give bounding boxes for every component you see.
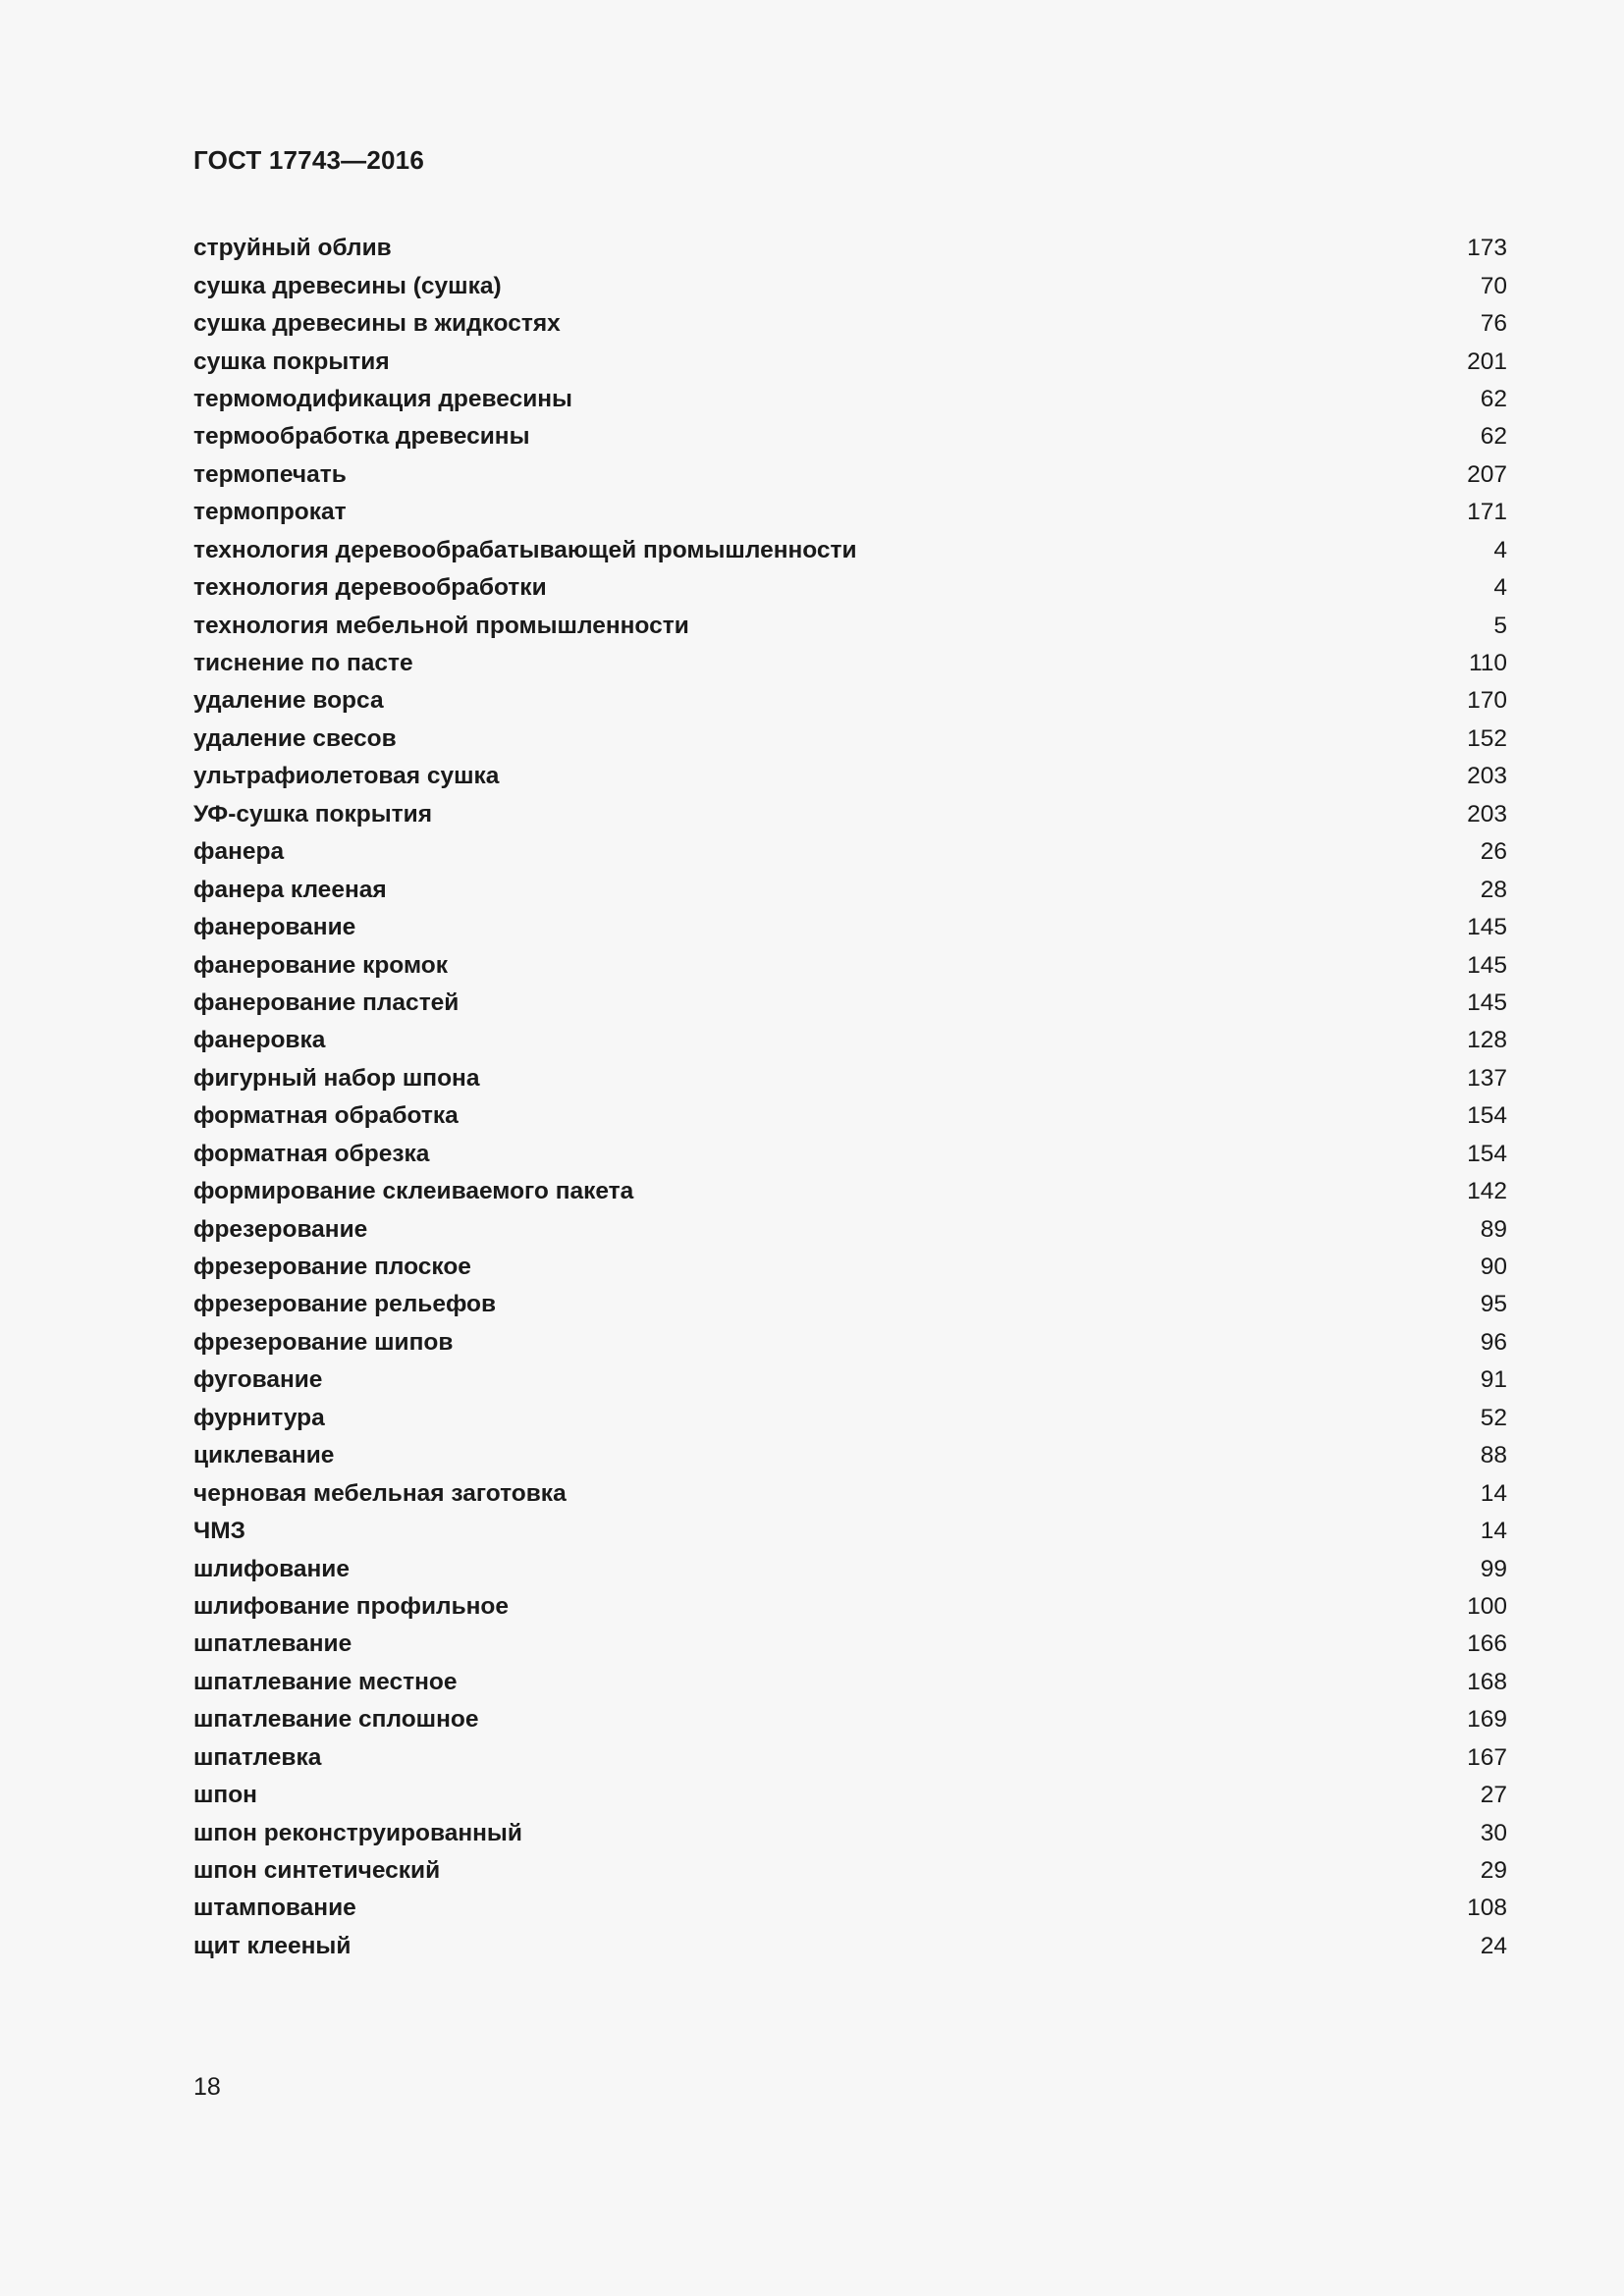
index-entry: [193, 230, 1507, 267]
index-term: термопечать: [193, 460, 347, 488]
index-term: фигурный набор шпона: [193, 1064, 480, 1092]
index-page-ref: 203: [1467, 800, 1507, 828]
index-page-ref: 28: [1480, 876, 1507, 903]
index-entry: [193, 1588, 1507, 1626]
index-term: шпон: [193, 1782, 257, 1809]
index-entry: [193, 1928, 1507, 1965]
index-entry: [193, 1890, 1507, 1927]
index-page-ref: 171: [1467, 499, 1507, 526]
index-page-ref: 154: [1467, 1102, 1507, 1130]
index-entry: [193, 305, 1507, 343]
page-number: 18: [193, 2073, 221, 2101]
index-entry: [193, 833, 1507, 871]
index-term: шпон реконструированный: [193, 1819, 522, 1846]
index-page-ref: 70: [1480, 272, 1507, 299]
index-page-ref: 88: [1480, 1442, 1507, 1469]
index-entry: [193, 1249, 1507, 1286]
index-term: фанерование: [193, 914, 356, 941]
index-term: фанеровка: [193, 1027, 326, 1054]
index-term: шпатлевание: [193, 1630, 352, 1658]
index-page-ref: 90: [1480, 1254, 1507, 1281]
index-entry: [193, 1437, 1507, 1474]
index-term: УФ-сушка покрытия: [193, 800, 433, 828]
index-term: фугование: [193, 1366, 323, 1394]
index-page-ref: 4: [1493, 574, 1507, 602]
index-entry: [193, 1777, 1507, 1814]
index-entry: [193, 1550, 1507, 1587]
index-term: формирование склеиваемого пакета: [193, 1178, 634, 1205]
index-term: тиснение по пасте: [193, 650, 413, 677]
index-term: технология деревообработки: [193, 574, 547, 602]
index-term: фанерование кромок: [193, 951, 448, 979]
index-page-ref: 96: [1480, 1328, 1507, 1356]
index-term: термопрокат: [193, 499, 347, 526]
index-page-ref: 152: [1467, 724, 1507, 752]
index-entry: [193, 871, 1507, 908]
index-page-ref: 166: [1467, 1630, 1507, 1658]
index-term: струйный облив: [193, 235, 392, 262]
index-page-ref: 145: [1467, 988, 1507, 1016]
index-term: штампование: [193, 1895, 356, 1922]
index-page-ref: 108: [1467, 1895, 1507, 1922]
index-page-ref: 14: [1480, 1518, 1507, 1545]
index-entry: [193, 985, 1507, 1022]
index-entry: [193, 1852, 1507, 1890]
index-entry: [193, 1400, 1507, 1437]
index-term: щит клееный: [193, 1932, 352, 1959]
index-entry: [193, 796, 1507, 833]
index-entry: [193, 1210, 1507, 1248]
index-page-ref: 154: [1467, 1140, 1507, 1167]
index-entry: [193, 1362, 1507, 1399]
index-page-ref: 30: [1480, 1819, 1507, 1846]
index-entry: [193, 758, 1507, 795]
index-page-ref: 91: [1480, 1366, 1507, 1394]
index-term: фанера клееная: [193, 876, 387, 903]
index-term: фрезерование шипов: [193, 1328, 454, 1356]
index-page-ref: 95: [1480, 1291, 1507, 1318]
index-term: шпон синтетический: [193, 1857, 441, 1885]
index-entry: [193, 1286, 1507, 1323]
index-term: удаление ворса: [193, 687, 384, 715]
index-page-ref: 5: [1493, 612, 1507, 639]
index-term: черновая мебельная заготовка: [193, 1479, 567, 1507]
index-page-ref: 26: [1480, 838, 1507, 866]
index-term: сушка древесины (сушка): [193, 272, 502, 299]
index-term: шлифование профильное: [193, 1592, 510, 1620]
index-page-ref: 76: [1480, 310, 1507, 338]
index-entry: [193, 607, 1507, 644]
index-page-ref: 128: [1467, 1027, 1507, 1054]
index-page-ref: 89: [1480, 1215, 1507, 1243]
index-term: сушка покрытия: [193, 347, 390, 375]
index-page-ref: 142: [1467, 1178, 1507, 1205]
index-entry: [193, 1097, 1507, 1135]
page-header-title: ГОСТ 17743—2016: [193, 145, 424, 175]
index-entry: [193, 1173, 1507, 1210]
index-page-ref: 168: [1467, 1668, 1507, 1695]
index-entry: [193, 267, 1507, 304]
index-page-ref: 29: [1480, 1857, 1507, 1885]
index-entry: [193, 1022, 1507, 1059]
index-entry: [193, 569, 1507, 607]
index-page-ref: 62: [1480, 423, 1507, 451]
index-term: термомодификация древесины: [193, 385, 572, 412]
index-term: фрезерование плоское: [193, 1254, 471, 1281]
index-term: технология мебельной промышленности: [193, 612, 689, 639]
index-entry: [193, 1136, 1507, 1173]
index-entry: [193, 1324, 1507, 1362]
index-term: форматная обработка: [193, 1102, 459, 1130]
index-entry: [193, 682, 1507, 720]
index-page-ref: 24: [1480, 1932, 1507, 1959]
index-entry: [193, 532, 1507, 569]
index-page-ref: 137: [1467, 1064, 1507, 1092]
index-page-ref: 170: [1467, 687, 1507, 715]
index-entry: [193, 1739, 1507, 1777]
index-entry: [193, 909, 1507, 946]
index-term: шпатлевка: [193, 1743, 322, 1771]
index-page-ref: 4: [1493, 536, 1507, 563]
index-entry: [193, 1474, 1507, 1512]
index-entry: [193, 721, 1507, 758]
index-term: шпатлевание местное: [193, 1668, 458, 1695]
index-term: фанера: [193, 838, 285, 866]
index-page-ref: 62: [1480, 385, 1507, 412]
index-entry: [193, 1626, 1507, 1663]
index-term: фрезерование: [193, 1215, 368, 1243]
index-page-ref: 169: [1467, 1706, 1507, 1734]
index-entry: [193, 1814, 1507, 1851]
index-page-ref: 203: [1467, 763, 1507, 790]
index-entry: [193, 1513, 1507, 1550]
index-entry: [193, 418, 1507, 455]
index-entry: [193, 381, 1507, 418]
index-list: [193, 230, 1507, 1965]
index-entry: [193, 946, 1507, 984]
index-term: циклевание: [193, 1442, 335, 1469]
index-term: удаление свесов: [193, 724, 397, 752]
index-page-ref: 52: [1480, 1404, 1507, 1431]
index-entry: [193, 343, 1507, 380]
index-term: ультрафиолетовая сушка: [193, 763, 500, 790]
index-entry: [193, 494, 1507, 531]
index-term: форматная обрезка: [193, 1140, 430, 1167]
index-entry: [193, 1664, 1507, 1701]
index-page-ref: 207: [1467, 460, 1507, 488]
index-term: ЧМЗ: [193, 1518, 245, 1545]
index-page-ref: 110: [1468, 650, 1507, 677]
index-term: технология деревообрабатывающей промышленности: [193, 536, 857, 563]
index-page-ref: 145: [1467, 951, 1507, 979]
index-page-ref: 201: [1467, 347, 1507, 375]
index-page-ref: 99: [1480, 1555, 1507, 1582]
index-page-ref: 27: [1480, 1782, 1507, 1809]
index-entry: [193, 1701, 1507, 1738]
index-page-ref: 145: [1467, 914, 1507, 941]
index-page-ref: 14: [1480, 1479, 1507, 1507]
index-entry: [193, 456, 1507, 494]
index-term: шпатлевание сплошное: [193, 1706, 479, 1734]
index-term: сушка древесины в жидкостях: [193, 310, 561, 338]
index-page-ref: 167: [1467, 1743, 1507, 1771]
index-entry: [193, 1060, 1507, 1097]
index-term: шлифование: [193, 1555, 350, 1582]
index-page-ref: 173: [1467, 235, 1507, 262]
index-term: фрезерование рельефов: [193, 1291, 497, 1318]
index-page-ref: 100: [1467, 1592, 1507, 1620]
index-term: фанерование пластей: [193, 988, 460, 1016]
index-term: фурнитура: [193, 1404, 325, 1431]
index-entry: [193, 645, 1507, 682]
index-term: термообработка древесины: [193, 423, 530, 451]
